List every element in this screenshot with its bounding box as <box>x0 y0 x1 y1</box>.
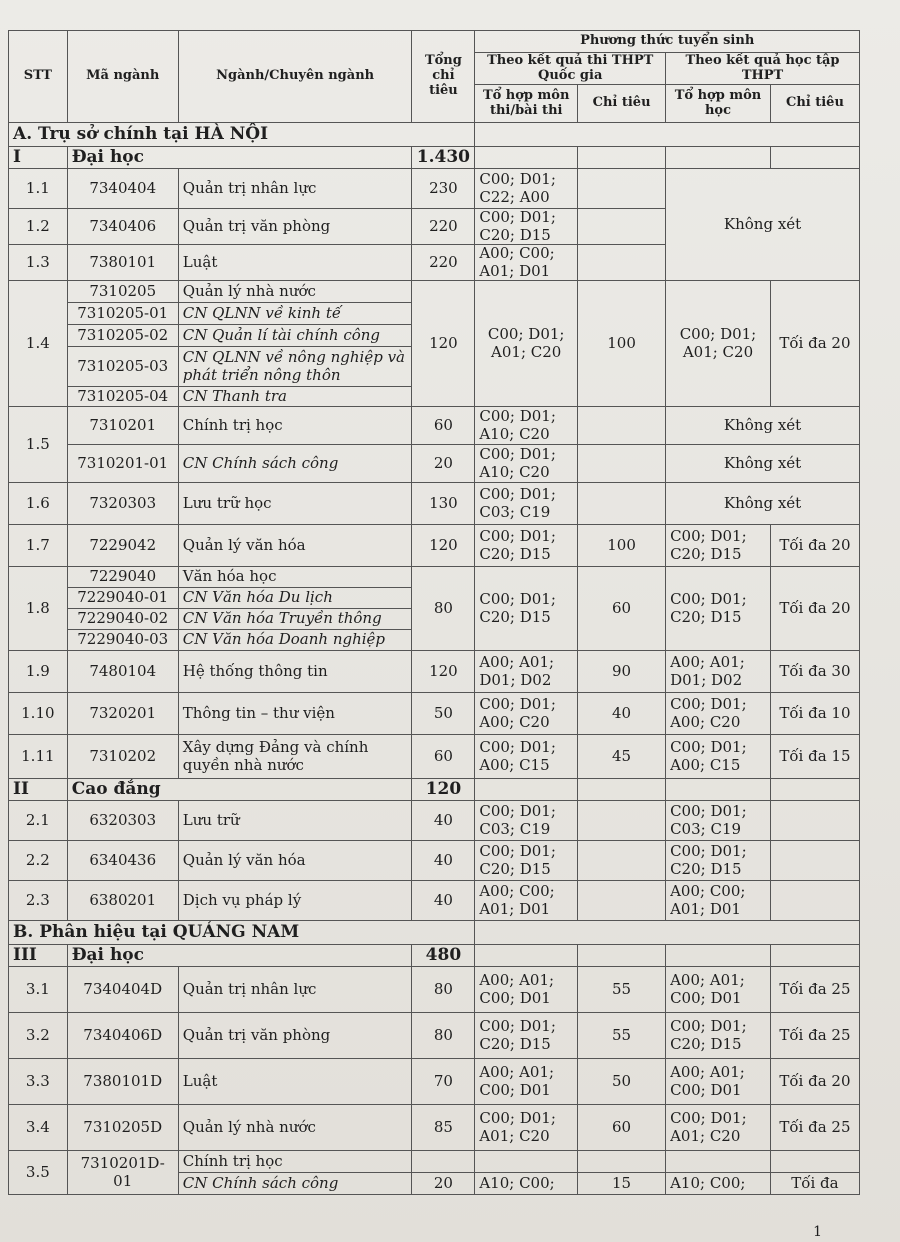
table-row: 1.7 7229042 Quản lý văn hóa 120 C00; D01; C20; D15 100 C00; D01; C20; D15 Tối đa 20 <box>9 525 860 567</box>
table-row: 2.3 6380201 Dịch vụ pháp lý 40 A00; C00; A01; D01 A00; C00; A01; D01 <box>9 881 860 921</box>
table-row: 3.5 7310201D-01 Chính trị học <box>9 1151 860 1173</box>
table-row: 7310205-02 CN Quản lí tài chính công <box>9 325 860 347</box>
table-row: 1.11 7310202 Xây dựng Đảng và chính quyền nhà nước 60 C00; D01; A00; C15 45 C00; D01; A00; C15 Tối đa 15 <box>9 735 860 779</box>
section-title-a: A. Trụ sở chính tại HÀ NỘI <box>9 123 475 147</box>
header-transcript-combo: Tổ hợp môn học <box>666 85 771 123</box>
group-number: III <box>9 945 68 967</box>
header-exam-combo: Tổ hợp môn thi/bài thi <box>475 85 578 123</box>
table-row: 3.1 7340404D Quản trị nhân lực 80 A00; A01; C00; D01 55 A00; A01; C00; D01 Tối đa 25 <box>9 967 860 1013</box>
group-title: Cao đẳng <box>67 779 412 801</box>
header-exam-quota: Chỉ tiêu <box>578 85 666 123</box>
table-row: 7310205-04 CN Thanh tra <box>9 387 860 407</box>
header-total: Tổng chỉ tiêu <box>412 31 475 123</box>
table-row: 1.8 7229040 Văn hóa học 80 C00; D01; C20; D15 60 C00; D01; C20; D15 Tối đa 20 <box>9 567 860 588</box>
table-row: 1.6 7320303 Lưu trữ học 130 C00; D01; C03; C19 Không xét <box>9 483 860 525</box>
group-title: Đại học <box>67 147 412 169</box>
group-total: 1.430 <box>412 147 475 169</box>
table-row: 3.4 7310205D Quản lý nhà nước 85 C00; D01; A01; C20 60 C00; D01; A01; C20 Tối đa 25 <box>9 1105 860 1151</box>
header-transcript-quota: Chỉ tiêu <box>770 85 859 123</box>
no-review-cell: Không xét <box>666 169 860 281</box>
group-number: II <box>9 779 68 801</box>
header-method: Phương thức tuyển sinh <box>475 31 860 53</box>
header-transcript: Theo kết quả học tập THPT <box>666 53 860 85</box>
table-row: 7310205-03 CN QLNN về nông nghiệp và phát triển nông thôn <box>9 347 860 387</box>
header-major: Ngành/Chuyên ngành <box>178 31 412 123</box>
header-exam: Theo kết quả thi THPT Quốc gia <box>475 53 666 85</box>
table-row: 7229040-03 CN Văn hóa Doanh nghiệp <box>9 630 860 651</box>
table-row: 3.2 7340406D Quản trị văn phòng 80 C00; D01; C20; D15 55 C00; D01; C20; D15 Tối đa 25 <box>9 1013 860 1059</box>
table-row: 1.3 7380101 Luật 220 A00; C00; A01; D01 <box>9 245 860 281</box>
table-row: 7229040-02 CN Văn hóa Truyền thông <box>9 609 860 630</box>
group-number: I <box>9 147 68 169</box>
table-row: 7229040-01 CN Văn hóa Du lịch <box>9 588 860 609</box>
page-number: 1 <box>813 1224 822 1240</box>
header-code: Mã ngành <box>67 31 178 123</box>
table-row: 1.2 7340406 Quản trị văn phòng 220 C00; D01; C20; D15 <box>9 209 860 245</box>
table-row: 3.3 7380101D Luật 70 A00; A01; C00; D01 50 A00; A01; C00; D01 Tối đa 20 <box>9 1059 860 1105</box>
table-row: CN Chính sách công 20 A10; C00; 15 A10; C00; Tối đa <box>9 1173 860 1195</box>
table-row: 1.1 7340404 Quản trị nhân lực 230 C00; D01; C22; A00 Không xét <box>9 169 860 209</box>
table-row: 1.4 7310205 Quản lý nhà nước 120 C00; D01; A01; C20 100 C00; D01; A01; C20 Tối đa 20 <box>9 281 860 303</box>
group-total: 480 <box>412 945 475 967</box>
table-row: 1.9 7480104 Hệ thống thông tin 120 A00; A01; D01; D02 90 A00; A01; D01; D02 Tối đa 30 <box>9 651 860 693</box>
group-title: Đại học <box>67 945 412 967</box>
header-stt: STT <box>9 31 68 123</box>
admission-table <box>8 30 860 1195</box>
group-total: 120 <box>412 779 475 801</box>
section-title-b: B. Phân hiệu tại QUẢNG NAM <box>9 921 475 945</box>
table-row: 7310201-01 CN Chính sách công 20 C00; D01; A10; C20 Không xét <box>9 445 860 483</box>
table-row: 2.1 6320303 Lưu trữ 40 C00; D01; C03; C19 C00; D01; C03; C19 <box>9 801 860 841</box>
table-row: 1.10 7320201 Thông tin – thư viện 50 C00; D01; A00; C20 40 C00; D01; A00; C20 Tối đa 10 <box>9 693 860 735</box>
table-row: 2.2 6340436 Quản lý văn hóa 40 C00; D01; C20; D15 C00; D01; C20; D15 <box>9 841 860 881</box>
table-row: 1.5 7310201 Chính trị học 60 C00; D01; A10; C20 Không xét <box>9 407 860 445</box>
table-row: 7310205-01 CN QLNN về kinh tế <box>9 303 860 325</box>
